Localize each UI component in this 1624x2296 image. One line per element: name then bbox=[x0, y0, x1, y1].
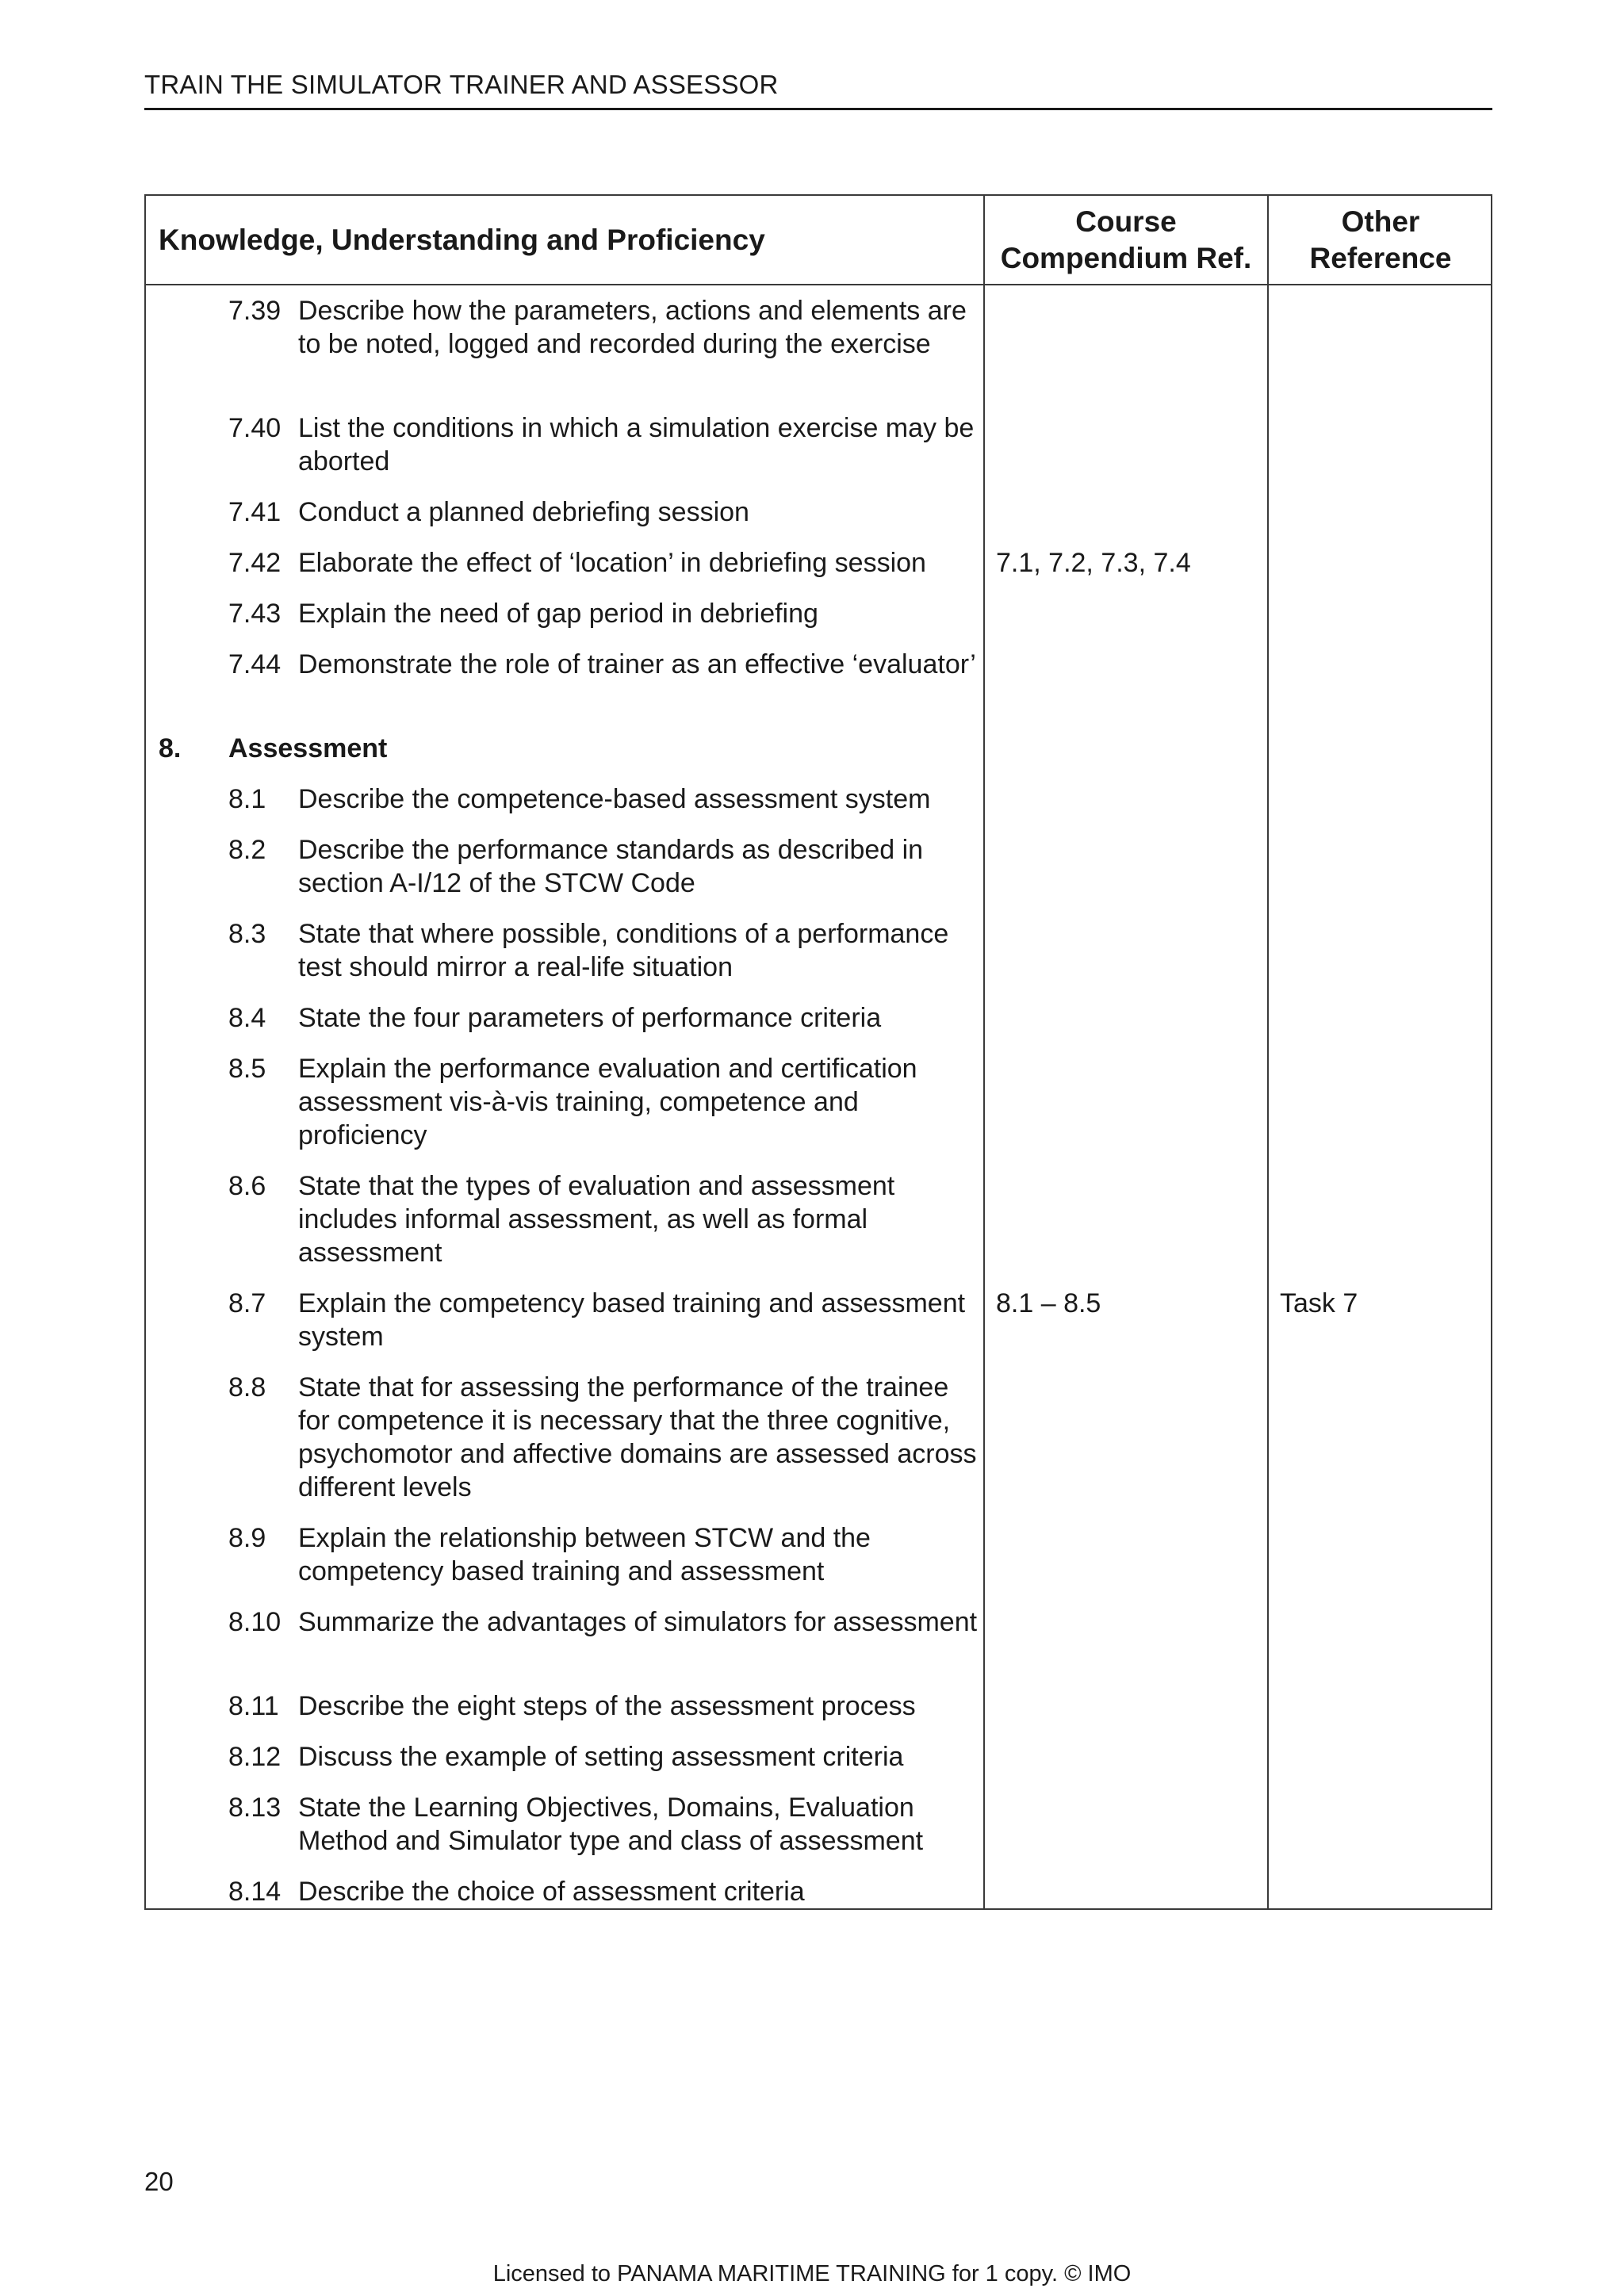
header-course-line1: Course bbox=[1075, 205, 1177, 238]
row-number: 7.43 bbox=[228, 599, 282, 629]
row-number: 8.6 bbox=[228, 1171, 266, 1201]
row-text: State the four parameters of performance criteria bbox=[298, 1003, 882, 1033]
running-header: TRAIN THE SIMULATOR TRAINER AND ASSESSOR bbox=[144, 70, 779, 99]
course-ref-section-7: 7.1, 7.2, 7.3, 7.4 bbox=[996, 548, 1191, 578]
header-other-reference bbox=[1269, 196, 1492, 284]
row-number: 8.2 bbox=[228, 835, 266, 865]
page-number: 20 bbox=[144, 2167, 174, 2196]
row-number: 8.11 bbox=[228, 1691, 279, 1721]
row-number: 8.12 bbox=[228, 1742, 282, 1772]
row-number: 8.14 bbox=[228, 1877, 282, 1907]
column-divider bbox=[983, 196, 985, 1908]
row-text: State the Learning Objectives, Domains, Evaluation Method and Simulator type and class of assessment bbox=[298, 1793, 924, 1856]
row-text: Explain the competency based training and assessment system bbox=[298, 1288, 966, 1352]
row-number: 8.5 bbox=[228, 1054, 266, 1084]
row-number: 7.42 bbox=[228, 548, 282, 578]
row-text: Explain the need of gap period in debriefing bbox=[298, 599, 818, 629]
row-text: Summarize the advantages of simulators for assessment bbox=[298, 1607, 978, 1637]
row-number: 7.39 bbox=[228, 296, 282, 326]
header-knowledge: Knowledge, Understanding and Proficiency bbox=[159, 223, 765, 256]
row-text: Conduct a planned debriefing session bbox=[298, 497, 749, 527]
row-number: 8.13 bbox=[228, 1793, 282, 1823]
row-text: State that the types of evaluation and assessment includes informal assessment, as well as formal assessment bbox=[298, 1171, 895, 1268]
header-other-line1: Other bbox=[1341, 205, 1420, 238]
row-number: 8.4 bbox=[228, 1003, 266, 1033]
column-divider bbox=[1267, 196, 1269, 1908]
row-text: State that for assessing the performance of the trainee for competence it is necessary that the three cognitive, psychomotor and affective domains are assessed across different levels bbox=[298, 1372, 977, 1502]
syllabus-table bbox=[144, 194, 1492, 1910]
row-text: Demonstrate the role of trainer as an effective ‘evaluator’ bbox=[298, 649, 976, 679]
section-title: Assessment bbox=[228, 733, 388, 763]
row-text: Elaborate the effect of ‘location’ in debriefing session bbox=[298, 548, 926, 578]
course-ref-section-8: 8.1 – 8.5 bbox=[996, 1288, 1101, 1318]
row-number: 8.7 bbox=[228, 1288, 266, 1318]
row-text: Describe the choice of assessment criteria bbox=[298, 1877, 805, 1907]
header-course-line2: Compendium Ref. bbox=[1000, 241, 1252, 274]
row-number: 8.3 bbox=[228, 919, 266, 949]
row-text: Describe the eight steps of the assessment process bbox=[298, 1691, 916, 1721]
row-text: List the conditions in which a simulation exercise may be aborted bbox=[298, 413, 975, 476]
license-footer: Licensed to PANAMA MARITIME TRAINING for 1 copy. © IMO bbox=[492, 2261, 1132, 2286]
row-number: 8.9 bbox=[228, 1523, 266, 1553]
header-rule bbox=[144, 108, 1492, 110]
other-ref-section-8: Task 7 bbox=[1280, 1288, 1358, 1318]
row-text: Discuss the example of setting assessment criteria bbox=[298, 1742, 904, 1772]
header-divider bbox=[146, 284, 1491, 285]
row-text: Explain the performance evaluation and certification assessment vis-à-vis training, competence and proficiency bbox=[298, 1054, 917, 1150]
row-text: Explain the relationship between STCW and the competency based training and assessment bbox=[298, 1523, 871, 1586]
row-number: 7.44 bbox=[228, 649, 282, 679]
row-text: Describe how the parameters, actions and elements are to be noted, logged and recorded during the exercise bbox=[298, 296, 967, 359]
row-number: 7.40 bbox=[228, 413, 282, 443]
row-text: Describe the competence-based assessment system bbox=[298, 784, 931, 814]
row-text: State that where possible, conditions of a performance test should mirror a real-life situation bbox=[298, 919, 949, 982]
row-number: 8.10 bbox=[228, 1607, 282, 1637]
header-course-compendium bbox=[985, 196, 1267, 284]
header-other-line2: Reference bbox=[1309, 241, 1452, 274]
section-number: 8. bbox=[159, 733, 182, 763]
row-text: Describe the performance standards as described in section A-I/12 of the STCW Code bbox=[298, 835, 924, 898]
row-number: 7.41 bbox=[228, 497, 282, 527]
row-number: 8.8 bbox=[228, 1372, 266, 1402]
row-number: 8.1 bbox=[228, 784, 266, 814]
